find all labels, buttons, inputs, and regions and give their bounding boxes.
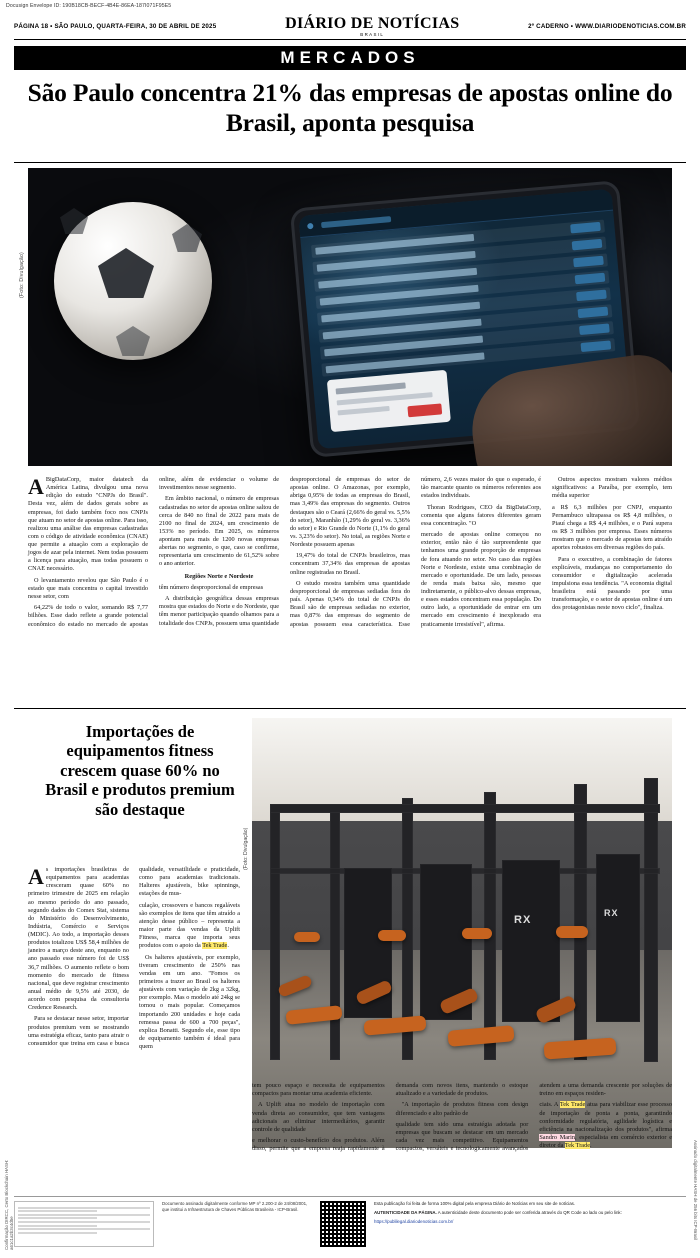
paragraph: Para o executivo, a combinação de fatores explicáveis, mudanças no comportamento do consumidor e digitalização acelerada impulsiona essa tendência. "A economia digital brasileira está passando por uma transformação, e o setor de apostas online é um dos protagonistas neste novo ciclo", finaliza. [552, 555, 672, 612]
doc-line [18, 1228, 150, 1230]
doc-line [18, 1225, 97, 1227]
icp-brasil-note: Documento assinado digitalmente conforme MP nº 2.200-2 de 24/08/2001, que institui a Infraestrutura de Chaves Públicas Brasileira - ICP-Brasil. [162, 1201, 308, 1213]
paragraph: O estudo mostra também uma quantidade desproporcional de empresas sediadas fora do país. Apenas 0,34% do total de CNPJs do Brasil são de empresas sediadas no exterior, mas 0,87% das empresas do segmento de apostas possuem essa característica. Esse número, 2,6 vezes maior do que o esperado, é tão marcante quanto os números referentes aos estados individuais. [290, 476, 541, 628]
masthead-title-block [285, 16, 459, 37]
footer-right-vertical-hash: Assinado digitalmente HASH de 256 bits ICP-Brasil [693, 1140, 698, 1241]
doc-line [18, 1207, 150, 1209]
paragraph: a R$ 6,3 milhões por CNPJ, enquanto Pernambuco ultrapassa os R$ 4,8 milhões, o Piauí chega a R$ 4,4 milhões, e o Pará supera os R$ 3 milhões por empresa. Esses números mostram que o mercado de apostas tem atraído aportes robustos em diversas regiões do país. [552, 503, 672, 552]
paragraph-text: ciais. A [539, 1101, 560, 1109]
tek-trade-mention: Tek Trade [564, 1142, 590, 1150]
article1-photo [28, 168, 672, 466]
paragraph [28, 866, 129, 1012]
dropcap: A [28, 474, 44, 499]
footer-publication-note: Esta publicação foi feita de forma 100% digital pela empresa Diário de Notícias em seu site de notícias. [374, 1201, 576, 1206]
article2-headline: Importações de equipamentos fitness crescem quase 60% no Brasil e produtos premium são destaque [45, 722, 235, 819]
app-dot-icon [307, 223, 314, 230]
paragraph: e melhorar o custo-benefício dos produtos. Além disso, permite que a empresa reaja rapidamente à demanda com novos itens, mantendo o estoque atualizado e a variedade de produtos. [252, 1082, 529, 1153]
odds-chip [581, 340, 612, 352]
odds-chip [579, 323, 610, 335]
doc-line [18, 1210, 97, 1212]
roller-pad [294, 932, 320, 942]
paragraph: mercado de apostas online começou no exterior, então não é tão surpreendente que tenhamos uma grande proporção de empresas de fora atuando no setor. No caso das regiões Norte e Nordeste, existe uma combinação de mercado e oportunidade. De um lado, pessoas de renda mais baixa são, mesmo que indiretamente, o público-alvo dessas empresas, e esses estados concentram essa população. Do outro lado, a oportunidade de entrar em um mercado em crescimento é inexplorado era praticamente irresistível", afirma. [421, 531, 541, 628]
article2-photo-credit: (Foto: Divulgação) [243, 827, 249, 870]
odds-chip [578, 307, 609, 319]
story-divider [14, 708, 686, 709]
promo-line [337, 406, 389, 416]
doc-line [18, 1217, 97, 1219]
machine-upright [330, 804, 340, 1060]
odds-chip [573, 256, 604, 268]
ball-panel [116, 326, 150, 356]
tek-trade-mention: Tek Trade [559, 1101, 586, 1109]
odds-chip [570, 222, 601, 234]
article1-photo-credit: (Foto: Divulgação) [19, 252, 25, 298]
tek-trade-mention: Tek Trade [202, 942, 228, 950]
machine-upright [484, 792, 496, 1060]
paragraph: Os halteres ajustáveis, por exemplo, tiveram crescimento de 250% nas vendas em um ano. "Fomos os primeiros a trazer ao Brasil os halteres ajustáveis com variação de 2kg a 32kg, por exemplo. Mas o modelo até 24kg se tornou o mais popular. Começamos importando 200 unidades e hoje cada remessa passa de 600 a 700 peças", explica Bonatti. Segundo ele, esse tipo de equipamento também é ideal para quem [139, 953, 240, 1050]
doc-line [18, 1232, 97, 1234]
weight-stack [502, 860, 560, 1022]
doc-line [18, 1214, 150, 1216]
paragraph-text: , especialista em comércio exterior e diretor da [539, 1133, 672, 1150]
paragraph: "A importação de produtos fitness com design diferenciado e alto padrão de [395, 1101, 529, 1117]
section-banner [14, 46, 686, 70]
paragraph: tem pouco espaço e necessita de equipamentos compactos para montar uma academia eficiente. [252, 1082, 385, 1098]
authenticity-link[interactable]: https://publilegal.diariodenoticias.com.br/ [374, 1218, 454, 1224]
paragraph-text: . [589, 1142, 592, 1150]
article2-body-bottom [252, 1082, 672, 1214]
certificate-thumbnail [14, 1201, 154, 1247]
newspaper-title: DIÁRIO DE NOTÍCIAS [285, 14, 460, 32]
paragraph: Thoran Rodrigues, CEO da BigDataCorp, comenta que alguns fatores diferentes geram essa concentração. "O [421, 503, 541, 527]
docusign-envelope-id: Docusign Envelope ID: 190B18CB-BECF-4B4E-86EA-187I071F95E5 [6, 3, 172, 9]
page-footer [14, 1196, 686, 1252]
promo-button [407, 403, 442, 417]
machine-crossbeam [270, 804, 660, 813]
qr-code[interactable] [320, 1201, 366, 1247]
masthead-website: 2º CADERNO • WWW.DIARIODENOTICIAS.COM.BR [528, 23, 686, 30]
article1-body [28, 476, 672, 698]
authenticity-text: A autenticidade deste documento pode ser conferida através do QR Code ao lado ou pelo link: [437, 1210, 622, 1216]
paragraph-text: culação, crossovers e bancos regaláveis são exemplos de itens que têm atraído a atenção desse público – representa a maior parte das vendas da Uplift Fitness, marca que importa seus produtos com o apoio da [139, 901, 240, 950]
rx-brand-logo: RX [514, 914, 532, 926]
roller-pad [556, 926, 588, 938]
paragraph: Outros aspectos mostram valores médios significativos: a Paraíba, por exemplo, tem média superior [552, 476, 672, 500]
paragraph: 64,22% de todo o valor, somando R$ 7,77 bilhões. Esse dado reflete a grande potencial econômico do estado no mercado de apostas online, além de evidenciar o volume de investimentos nesse segmento. [28, 476, 279, 628]
article1-headline: São Paulo concentra 21% das empresas de apostas online do Brasil, aponta pesquisa [27, 78, 673, 137]
roller-pad [378, 930, 406, 941]
newspaper-subtitle: BRASIL [360, 31, 385, 37]
paragraph: O levantamento revelou que São Paulo é o estado que mais concentra o capital investido nesse setor, com [28, 576, 148, 600]
footer-left-vertical-hash: Confirmação DIRCC, Certo Blockchain HASH: a61c1a2b3c4d5e [4, 1159, 14, 1250]
masthead [14, 14, 686, 40]
paragraph: A distribuição geográfica dessas empresas mostra que estados do Norte e do Nordeste, que têm menor participação quando olhamos para a totalidade dos CNPJs, possuem uma quantidade desproporcional de empresas do setor de apostas online. O Amazonas, por exemplo, abriga 0,95% de todas as empresas do Brasil, mas 3,49% das empresas do segmento. Outros destaques são o Ceará (2,66% do geral vs. 5,5% do setor), Maranhão (1,29% do geral vs. 3,36% do setor) e Rio Grande do Norte (1,1% do geral vs. 3,23% do setor). No total, as regiões Norte e Nordeste possuem apenas [159, 476, 410, 627]
dropcap: A [28, 864, 44, 889]
odds-chip [575, 273, 606, 285]
promo-line [336, 382, 406, 394]
promo-card [327, 370, 451, 432]
paragraph: 19,47% do total de CNPJs brasileiros, mas concentram 37,34% das empresas de apostas online registradas no Brasil. [290, 552, 410, 576]
machine-upright [574, 784, 587, 1060]
paragraph-text: BigDataCorp, maior datatech da América Latina, divulgou uma nova edição do estudo "CNPJs do Brasil". Desta vez, além de dados gerais sobre as empresas, foi dado também foco nos CNPJs que atuam no setor de apostas online. Para isso, realizou uma análise das empresas cadastradas com o código de atividade econômica (CNAE) que permite a atuação com a exploração de jogos de azar pela internet. Nem todas possuem a licença para atuação, mas todas possuem o CNAE necessário. [28, 476, 148, 573]
odds-chip [572, 239, 603, 251]
footer-auth-line [374, 1210, 686, 1216]
roller-pad [462, 928, 492, 939]
footer-authenticity-block [374, 1201, 686, 1225]
article1-subheading: Regiões Norte e Nordeste [184, 572, 254, 580]
headline-rule [14, 162, 686, 163]
article2-body-left [28, 866, 240, 1166]
app-title-placeholder [321, 216, 391, 228]
doc-line [18, 1221, 150, 1223]
paragraph [139, 902, 240, 951]
paragraph: Para se destacar nesse setor, importar produtos premium vem se mostrando uma estratégia eficaz, tanto para atrair o consumidor que treina em casa e busca qualidade, versatilidade e praticidade, como para academias tradicionais. Halteres ajustáveis, bike spinnings, estações de mus- [28, 866, 240, 1047]
paragraph-text: . [227, 942, 229, 950]
paragraph [539, 1101, 672, 1150]
section-label: MERCADOS [280, 48, 420, 67]
soccer-ball-icon [54, 202, 212, 360]
paragraph-text: atua para viabilizar esse processo de importação de ponta a ponta, garantindo conformidade regulatória, agilidade logística e eficiência na nacionalização dos produtos", afirma [539, 1101, 672, 1133]
weight-stack [596, 854, 640, 1022]
person-name-mention: Sandro Marin [539, 1133, 575, 1141]
paragraph-text: s importações brasileiras de equipamentos para academias cresceram quase 60% no primeiro trimestre de 2025 em relação ao mesmo período do ano passado, segundo dados do Comex Stat, sistema do Ministério do Desenvolvimento, Indústria, Comércio e Serviços (MDIC). Ao todo, a importação desses produtos totalizou US$ 58,4 milhões de janeiro a março deste ano, enquanto no ano passado esse número foi de US$ 36,7 milhões. O aumento reflete o bom momento do mercado de fitness nacional, que deve registrar crescimento anual médio de 9,5% até 2030, de acordo com pesquisa da consultoria Credence Research. [28, 866, 129, 1012]
masthead-edition-info: PÁGINA 18 • SÃO PAULO, QUARTA-FEIRA, 30 DE ABRIL DE 2025 [14, 23, 217, 30]
paragraph: têm número desproporcional de empresas [159, 583, 264, 591]
machine-upright [644, 778, 658, 1062]
promo-line [337, 392, 433, 405]
paragraph [28, 476, 148, 574]
odds-chip [576, 290, 607, 302]
paragraph: qualidade tem sido uma estratégia adotada por empresas que buscam se destacar em um mercado cada vez mais competitivo. Equipamentos compactos, versáteis e tecnologicamente avançados atendem a uma demanda crescente por soluções de treino em espaços residen- [395, 1082, 672, 1153]
rx-brand-logo: RX [604, 908, 619, 918]
authenticity-title: AUTENTICIDADE DA PÁGINA. [374, 1210, 437, 1216]
machine-upright [270, 810, 280, 1060]
paragraph: Em âmbito nacional, o número de empresas cadastradas no setor de apostas online saltou de cerca de 840 no final de 2022 para mais de 2100 no final de 2024, um crescimento de 153% no período. Em 2025, os números apontam para mais de 1200 novas empresas abertas no segmento, o que, caso se confirme, representaria um crescimento de 61,52% sobre o ano anterior. [159, 495, 279, 568]
paragraph: A Uplift atua no modelo de importação com venda direta ao consumidor, que tem vantagens adicionais ao eliminar intermediários, garantir controle de qualidade [252, 1101, 385, 1133]
